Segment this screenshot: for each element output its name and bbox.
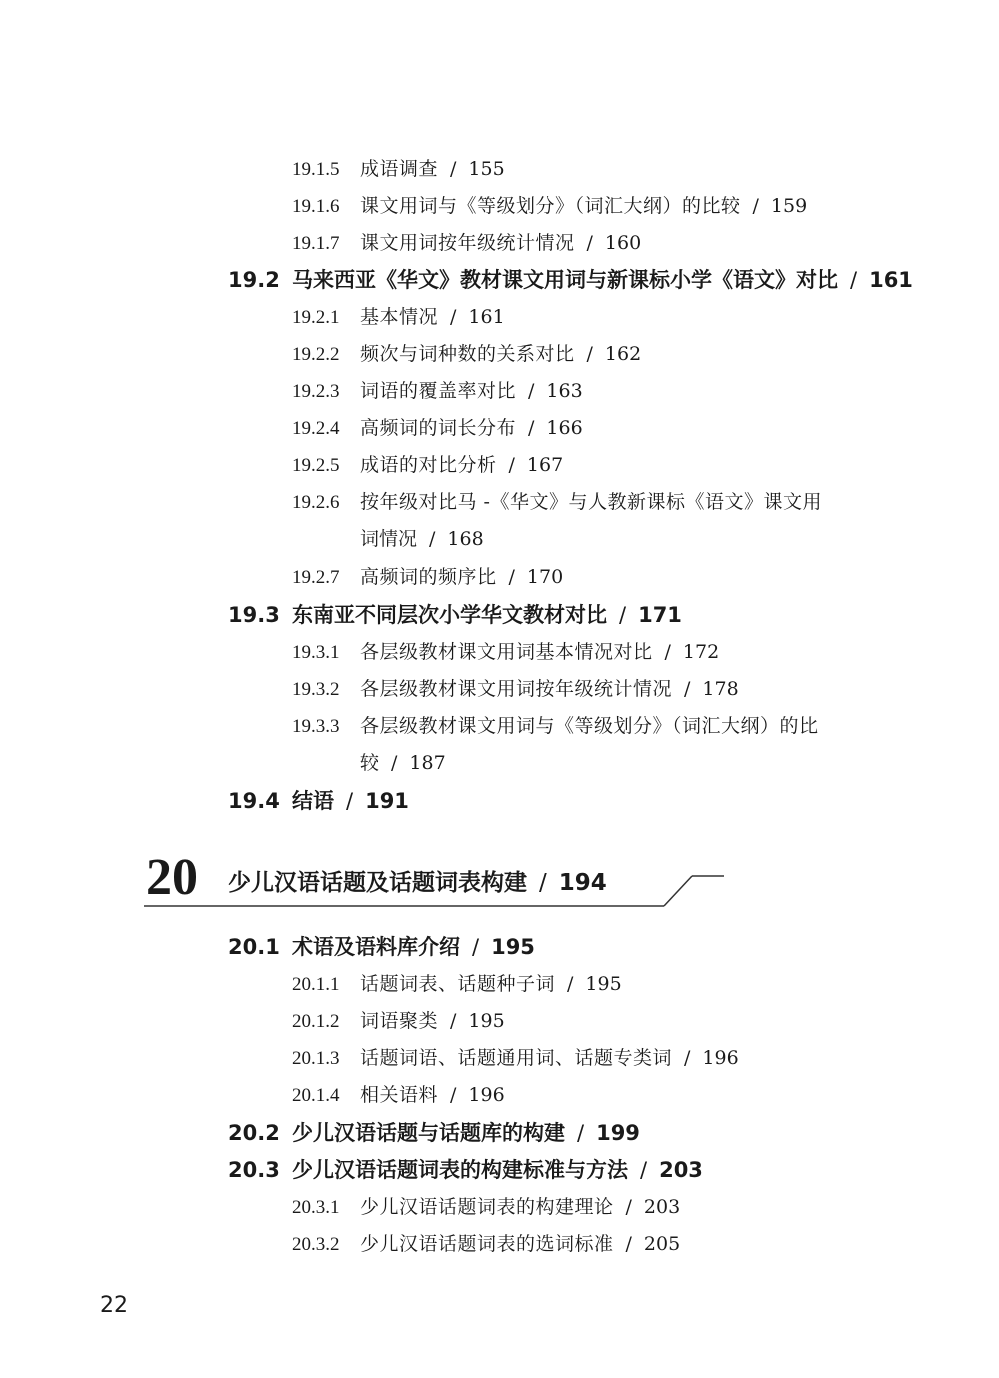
toc-section[interactable] (228, 262, 913, 299)
toc-page: 196 (702, 1047, 739, 1069)
toc-page: 167 (526, 454, 564, 476)
toc-number: 19.4 (228, 789, 280, 813)
chapter-number: 20 (146, 849, 198, 906)
toc-page: 195 (491, 935, 535, 959)
toc-title: 结语 (292, 789, 334, 813)
toc-number: 19.3.1 (292, 642, 340, 663)
toc-subsection[interactable] (292, 447, 563, 484)
toc-title: 成语调查 (360, 158, 439, 180)
toc-title: 相关语料 (360, 1084, 439, 1106)
toc-number: 20.2 (228, 1121, 280, 1145)
toc-page: 191 (365, 789, 409, 813)
toc-section[interactable] (228, 929, 535, 966)
toc-title-continuation: 词情况 (360, 528, 418, 550)
toc-number: 19.1.5 (292, 159, 340, 180)
toc-title: 词语聚类 (360, 1010, 439, 1032)
toc-title: 少儿汉语话题词表的选词标准 (360, 1233, 614, 1255)
toc-number: 20.3.2 (292, 1234, 340, 1255)
toc-separator: / (472, 935, 480, 959)
toc-number: 19.2.2 (292, 344, 340, 365)
toc-number: 20.1.2 (292, 1011, 340, 1032)
toc-title: 高频词的频序比 (360, 566, 497, 588)
toc-number: 19.2.5 (292, 455, 340, 476)
toc-separator: / (528, 380, 535, 402)
toc-title-continued (360, 521, 484, 558)
toc-subsection[interactable] (292, 336, 641, 373)
toc-subsection[interactable] (292, 671, 739, 708)
toc-separator: / (429, 528, 436, 550)
page-number: 22 (100, 1293, 128, 1318)
toc-separator: / (577, 1121, 585, 1145)
toc-title: 课文用词与《等级划分》（词汇大纲）的比较 (360, 195, 741, 217)
toc-separator: / (450, 158, 457, 180)
toc-page: 170 (526, 566, 564, 588)
toc-separator: / (508, 566, 515, 588)
toc-separator: / (539, 870, 547, 896)
toc-page: 168 (447, 528, 484, 550)
toc-page: 159 (770, 195, 808, 217)
toc-page: 178 (702, 678, 739, 700)
toc-page: 205 (643, 1233, 681, 1255)
toc-page: 155 (468, 158, 505, 180)
toc-separator: / (508, 454, 515, 476)
toc-page: 161 (468, 306, 505, 328)
toc-title: 少儿汉语话题与话题库的构建 (292, 1121, 565, 1145)
toc-subsection[interactable] (292, 410, 583, 447)
toc-separator: / (640, 1158, 648, 1182)
toc-title-continued (360, 745, 446, 782)
toc-number: 19.1.7 (292, 233, 340, 254)
toc-separator: / (850, 268, 858, 292)
toc-subsection[interactable] (292, 1003, 505, 1040)
toc-title: 课文用词按年级统计情况 (360, 232, 575, 254)
toc-title: 话题词表、话题种子词 (360, 973, 556, 995)
toc-separator: / (346, 789, 354, 813)
toc-separator: / (586, 232, 593, 254)
toc-subsection[interactable] (292, 634, 719, 671)
toc-page: 162 (604, 343, 642, 365)
toc-number: 19.1.6 (292, 196, 340, 217)
toc-title: 少儿汉语话题词表的构建理论 (360, 1196, 614, 1218)
toc-number: 19.2.3 (292, 381, 340, 402)
toc-separator: / (391, 752, 398, 774)
toc-page: 166 (546, 417, 583, 439)
toc-separator: / (684, 1047, 691, 1069)
toc-title: 各层级教材课文用词与《等级划分》（词汇大纲）的比 (360, 715, 819, 737)
toc-separator: / (619, 603, 627, 627)
toc-separator: / (752, 195, 759, 217)
toc-number: 19.2.4 (292, 418, 340, 439)
toc-page: 195 (585, 973, 622, 995)
toc-number: 19.2.1 (292, 307, 340, 328)
toc-number: 19.2.6 (292, 492, 340, 513)
toc-page: 187 (409, 752, 446, 774)
toc-separator: / (450, 1084, 457, 1106)
toc-subsection[interactable] (292, 188, 807, 225)
toc-title: 话题词语、话题通用词、话题专类词 (360, 1047, 673, 1069)
toc-section[interactable] (228, 597, 682, 634)
toc-subsection[interactable] (292, 1077, 505, 1114)
toc-subsection[interactable] (292, 708, 819, 774)
toc-title-continuation: 较 (360, 752, 380, 774)
toc-number: 19.3.2 (292, 679, 340, 700)
toc-separator: / (528, 417, 535, 439)
toc-separator: / (450, 1010, 457, 1032)
toc-page: 172 (682, 641, 720, 663)
toc-separator: / (625, 1196, 632, 1218)
toc-title: 各层级教材课文用词基本情况对比 (360, 641, 653, 663)
toc-page: 161 (869, 268, 913, 292)
toc-number: 19.2 (228, 268, 280, 292)
toc-subsection[interactable] (292, 225, 641, 262)
toc-subsection[interactable] (292, 373, 583, 410)
toc-subsection[interactable] (292, 1189, 680, 1226)
toc-page: 203 (643, 1196, 681, 1218)
toc-title: 各层级教材课文用词按年级统计情况 (360, 678, 673, 700)
toc-page: 196 (468, 1084, 505, 1106)
toc-title: 基本情况 (360, 306, 439, 328)
toc-separator: / (567, 973, 574, 995)
toc-number: 20.1.1 (292, 974, 340, 995)
toc-subsection[interactable] (292, 1040, 739, 1077)
toc-section[interactable] (228, 1152, 703, 1189)
toc-separator: / (450, 306, 457, 328)
toc-page: 171 (638, 603, 682, 627)
toc-number: 19.3 (228, 603, 280, 627)
toc-title: 高频词的词长分布 (360, 417, 517, 439)
toc-number: 19.3.3 (292, 716, 340, 737)
chapter-title: 少儿汉语话题及话题词表构建 (228, 870, 527, 896)
toc-subsection[interactable] (292, 559, 563, 596)
toc-number: 20.1 (228, 935, 280, 959)
toc-page: 160 (604, 232, 642, 254)
toc-section[interactable] (228, 1115, 640, 1152)
toc-page: 203 (659, 1158, 703, 1182)
toc-section[interactable] (228, 783, 409, 820)
toc-separator: / (664, 641, 671, 663)
toc-title: 术语及语料库介绍 (292, 935, 460, 959)
toc-number: 20.1.3 (292, 1048, 340, 1069)
toc-number: 20.1.4 (292, 1085, 340, 1106)
toc-title: 东南亚不同层次小学华文教材对比 (292, 603, 607, 627)
toc-title: 成语的对比分析 (360, 454, 497, 476)
toc-separator: / (684, 678, 691, 700)
toc-subsection[interactable] (292, 966, 622, 1003)
toc-title: 少儿汉语话题词表的构建标准与方法 (292, 1158, 628, 1182)
toc-number: 19.2.7 (292, 567, 340, 588)
toc-page: 195 (468, 1010, 505, 1032)
chapter-heading[interactable] (228, 864, 607, 902)
toc-page: 163 (546, 380, 583, 402)
toc-subsection[interactable] (292, 299, 505, 336)
toc-separator: / (625, 1233, 632, 1255)
toc-subsection[interactable] (292, 151, 505, 188)
toc-title: 马来西亚《华文》教材课文用词与新课标小学《语文》对比 (292, 268, 838, 292)
chapter-page: 194 (558, 870, 607, 896)
toc-title: 词语的覆盖率对比 (360, 380, 517, 402)
toc-subsection[interactable] (292, 484, 822, 550)
toc-page: 199 (596, 1121, 640, 1145)
toc-subsection[interactable] (292, 1226, 680, 1263)
toc-separator: / (586, 343, 593, 365)
toc-title: 按年级对比马 -《华文》与人教新课标《语文》课文用 (360, 491, 822, 513)
toc-title: 频次与词种数的关系对比 (360, 343, 575, 365)
toc-number: 20.3.1 (292, 1197, 340, 1218)
toc-number: 20.3 (228, 1158, 280, 1182)
